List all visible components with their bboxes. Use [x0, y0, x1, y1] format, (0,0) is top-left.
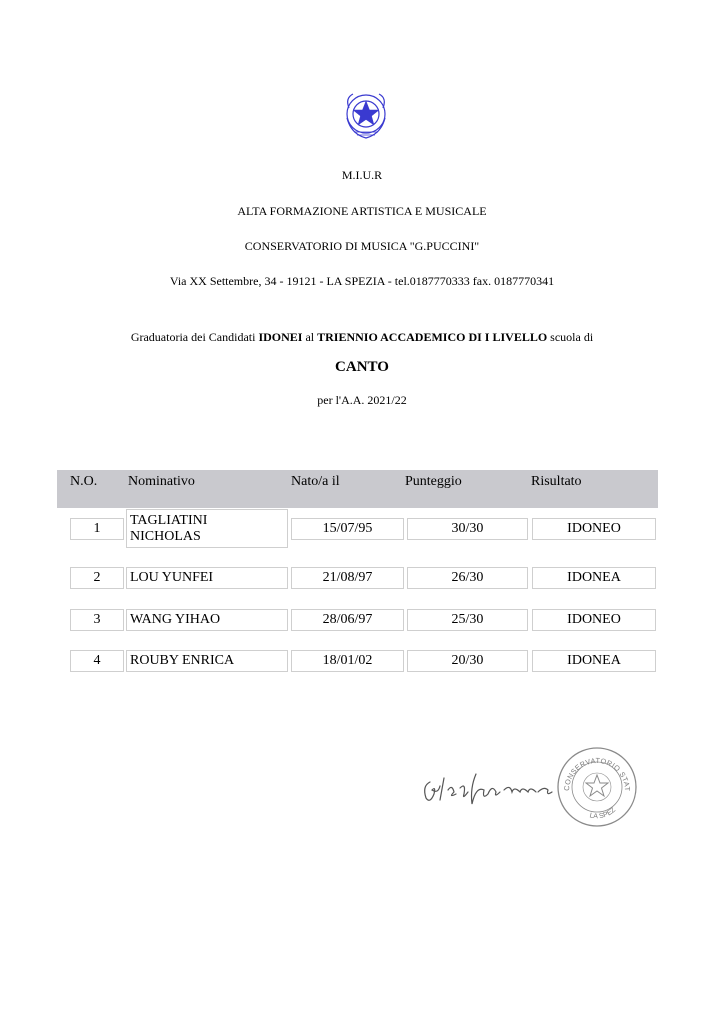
ranking-intro	[0, 330, 724, 345]
row-result: IDONEO	[532, 609, 656, 631]
row-name: ROUBY ENRICA	[126, 650, 288, 672]
intro-bold-2: TRIENNIO ACCADEMICO DI I LIVELLO	[317, 330, 548, 344]
intro-text-3: scuola di	[547, 330, 594, 344]
row-name: LOU YUNFEI	[126, 567, 288, 589]
conservatory-address: Via XX Settembre, 34 - 19121 - LA SPEZIA - tel.0187770333 fax. 0187770341	[169, 274, 555, 288]
row-birthdate: 15/07/95	[291, 518, 404, 540]
intro-bold-1: IDONEI	[258, 330, 303, 344]
row-name	[126, 509, 288, 548]
institution-name: ALTA FORMAZIONE ARTISTICA E MUSICALE	[237, 204, 487, 218]
header-number: N.O.	[70, 474, 98, 489]
svg-text:LA SPEZIA: LA SPEZ	[588, 806, 618, 821]
intro-text-1: Graduatoria dei Candidati	[130, 330, 259, 344]
conservatory-stamp	[555, 745, 639, 829]
row-result: IDONEA	[532, 650, 656, 672]
row-result: IDONEO	[532, 518, 656, 540]
header-name: Nominativo	[128, 474, 195, 489]
svg-text:CONSERVATORIO STATALE DI MUSIC: CONSERVATORIO STAT	[561, 755, 633, 792]
row-birthdate: 28/06/97	[291, 609, 404, 631]
row-result: IDONEA	[532, 567, 656, 589]
republic-emblem-icon	[341, 88, 391, 142]
row-name-line1: TAGLIATINI	[130, 512, 208, 528]
signature	[418, 764, 568, 814]
row-number: 1	[70, 518, 124, 540]
row-score: 30/30	[407, 518, 528, 540]
row-score: 25/30	[407, 609, 528, 631]
row-score: 26/30	[407, 567, 528, 589]
intro-text-2: al	[302, 330, 318, 344]
row-name-line2: NICHOLAS	[130, 528, 201, 544]
row-number: 4	[70, 650, 124, 672]
header-result: Risultato	[531, 474, 582, 489]
subject-title: CANTO	[335, 359, 389, 375]
conservatory-name: CONSERVATORIO DI MUSICA "G.PUCCINI"	[244, 239, 480, 253]
ministry-name: M.I.U.R	[341, 168, 383, 182]
row-score: 20/30	[407, 650, 528, 672]
academic-year: per l'A.A. 2021/22	[317, 393, 407, 407]
row-birthdate: 18/01/02	[291, 650, 404, 672]
header-birthdate: Nato/a il	[291, 474, 340, 489]
header-score: Punteggio	[405, 474, 462, 489]
row-birthdate: 21/08/97	[291, 567, 404, 589]
row-number: 2	[70, 567, 124, 589]
table-header	[57, 470, 658, 508]
row-name: WANG YIHAO	[126, 609, 288, 631]
row-number: 3	[70, 609, 124, 631]
